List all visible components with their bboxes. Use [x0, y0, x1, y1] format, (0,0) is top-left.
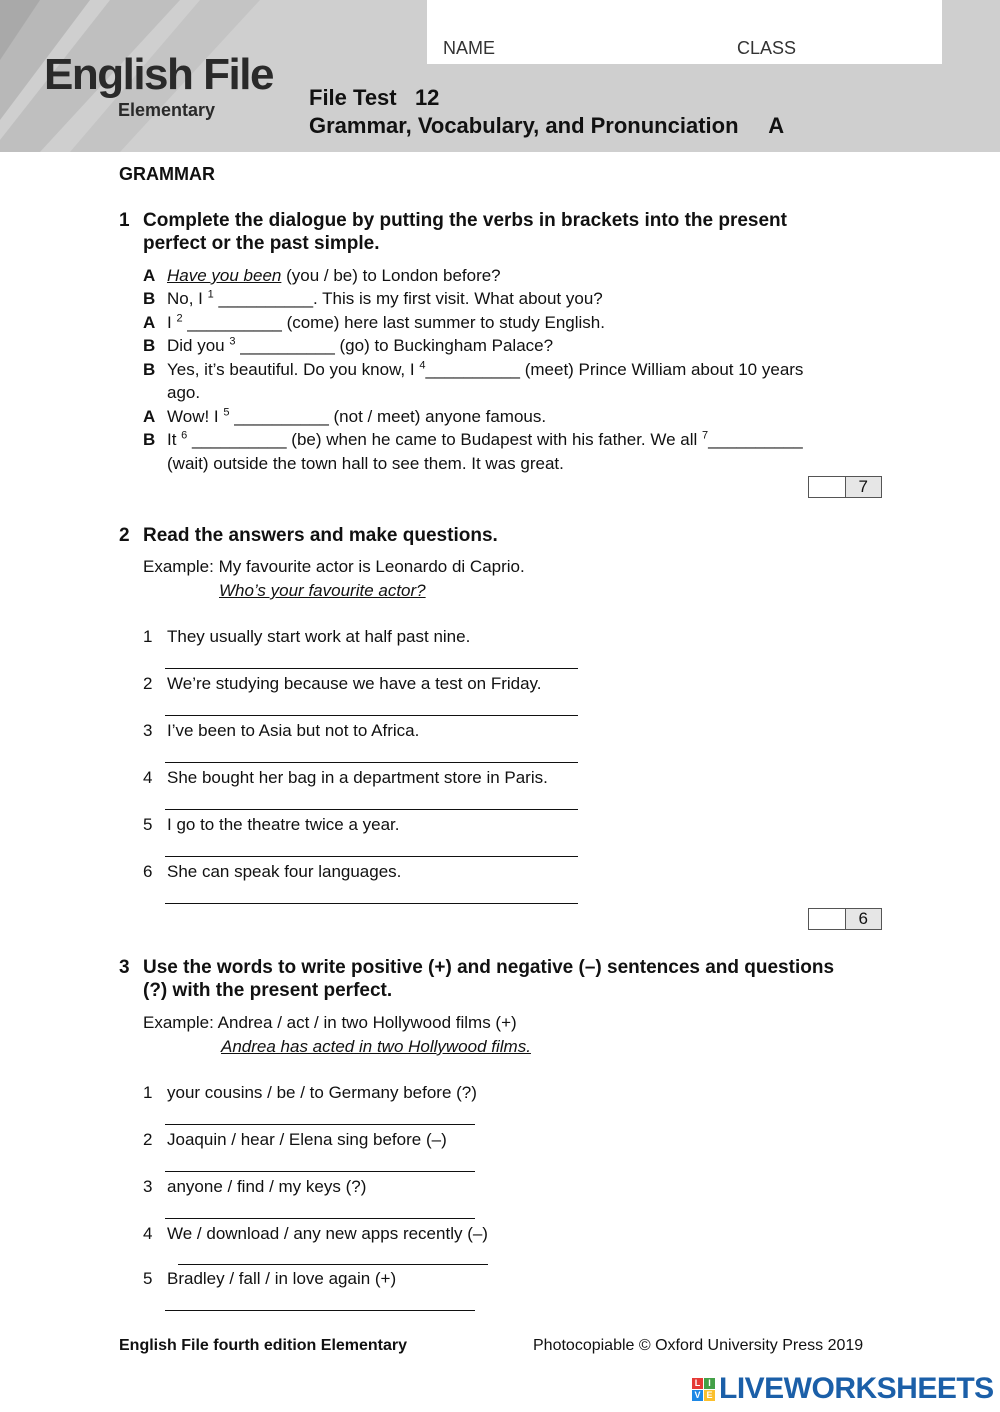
dialogue-line: A I $^2$ __________ (come) here last summer to study English. [143, 312, 605, 332]
answer-line[interactable] [165, 1124, 475, 1125]
name-class-box[interactable] [427, 0, 942, 64]
q2-item-text: They usually start work at half past nine. [167, 627, 471, 646]
speaker-label: A [143, 313, 156, 332]
q1-instruction-line1: Complete the dialogue by putting the verbs in brackets into the present [143, 210, 787, 231]
q2-item-text: We’re studying because we have a test on Friday. [167, 674, 542, 693]
q3-item-text: anyone / find / my keys (?) [167, 1177, 367, 1196]
q2-item-number: 2 [143, 674, 153, 693]
q2-item-number: 6 [143, 862, 153, 881]
speaker-label: B [143, 360, 156, 379]
answer-line[interactable] [165, 715, 578, 716]
q3-example: Example: Andrea / act / in two Hollywood films (+) [143, 1013, 517, 1032]
q3-item-number: 5 [143, 1269, 153, 1288]
q3-number: 3 [119, 957, 130, 978]
dialogue-line: B It $^6$ __________ (be) when he came to Budapest with his father. We all $^7$__________ [143, 429, 803, 449]
dialogue-line-continuation: ago. [167, 383, 201, 402]
answer-line[interactable] [165, 1310, 475, 1311]
q3-item-number: 4 [143, 1224, 153, 1243]
q1-instruction-line2: perfect or the past simple. [143, 233, 380, 254]
q3-example-answer: Andrea has acted in two Hollywood films. [221, 1037, 531, 1056]
score-input[interactable] [809, 477, 846, 497]
answer-line[interactable] [165, 668, 578, 669]
score-box-q2[interactable] [808, 908, 882, 930]
answer-gap-1[interactable]: __________. This is my first visit. What about you? [213, 289, 603, 308]
logo-subtitle: Elementary [118, 100, 216, 120]
liveworksheets-text: LIVEWORKSHEETS [719, 1372, 994, 1405]
q3-item-number: 1 [143, 1083, 153, 1102]
footer-copyright: Photocopiable © Oxford University Press 2019 [533, 1337, 864, 1354]
dialogue-line: B Did you $^3$ __________ (go) to Buckingham Palace? [143, 335, 554, 355]
answer-line[interactable] [165, 762, 578, 763]
speaker-label: B [143, 289, 156, 308]
q3-item-text: Bradley / fall / in love again (+) [167, 1269, 397, 1288]
dialogue-line: B No, I $^1$ __________. This is my first visit. What about you? [143, 288, 603, 308]
answer-line[interactable] [165, 1218, 475, 1219]
dialogue-line: A Wow! I $^5$ __________ (not / meet) anyone famous. [143, 406, 547, 426]
answer-gap-6[interactable]: __________ (be) when he came to Budapest with his father. We all [187, 430, 703, 449]
q2-item-number: 3 [143, 721, 153, 740]
q3-item-text: Joaquin / hear / Elena sing before (–) [167, 1130, 447, 1149]
q2-item-text: I go to the theatre twice a year. [167, 815, 400, 834]
score-box-q1[interactable] [808, 476, 882, 498]
answer-gap-7[interactable]: __________ [708, 430, 803, 449]
q2-example-answer: Who’s your favourite actor? [219, 581, 426, 600]
dialogue-line: A Have you been (you / be) to London before? [143, 266, 501, 285]
class-label: CLASS [737, 38, 797, 58]
q3-item-text: your cousins / be / to Germany before (?) [167, 1083, 477, 1102]
test-title: File Test 12 [309, 85, 440, 110]
liveworksheets-icon: L I V E [692, 1378, 715, 1401]
q2-instruction: Read the answers and make questions. [143, 525, 498, 546]
score-total: 6 [846, 909, 882, 929]
speaker-label: A [143, 266, 156, 285]
answer-line[interactable] [178, 1264, 488, 1265]
speaker-label: A [143, 407, 156, 426]
answer-gap-5[interactable]: __________ (not / meet) anyone famous. [229, 407, 547, 426]
speaker-label: B [143, 430, 156, 449]
q2-item-text: She bought her bag in a department store in Paris. [167, 768, 548, 787]
footer-edition: English File fourth edition Elementary [119, 1337, 408, 1354]
q3-item-number: 3 [143, 1177, 153, 1196]
q3-instruction-line2: (?) with the present perfect. [143, 980, 393, 1001]
answer-gap-3[interactable]: __________ (go) to Buckingham Palace? [235, 336, 554, 355]
q3-instruction-line1: Use the words to write positive (+) and negative (–) sentences and questions [143, 957, 835, 978]
q2-example: Example: My favourite actor is Leonardo di Caprio. [143, 557, 525, 576]
name-label: NAME [443, 38, 496, 58]
speaker-label: B [143, 336, 156, 355]
q1-number: 1 [119, 210, 130, 231]
example-answer: Have you been [167, 266, 282, 285]
score-total: 7 [846, 477, 882, 497]
q2-item-text: She can speak four languages. [167, 862, 402, 881]
q2-item-number: 1 [143, 627, 153, 646]
q2-number: 2 [119, 525, 130, 546]
section-title: GRAMMAR [119, 164, 215, 184]
header-band [0, 0, 1000, 152]
q2-item-text: I’ve been to Asia but not to Africa. [167, 721, 420, 740]
answer-line[interactable] [165, 856, 578, 857]
dialogue-line-continuation: (wait) outside the town hall to see them. It was great. [167, 454, 564, 473]
test-subtitle: Grammar, Vocabulary, and Pronunciation A [309, 113, 785, 138]
answer-gap-4[interactable]: __________ (meet) Prince William about 10 years [425, 360, 804, 379]
answer-gap-2[interactable]: __________ (come) here last summer to study English. [182, 313, 605, 332]
score-input[interactable] [809, 909, 846, 929]
answer-line[interactable] [165, 903, 578, 904]
dialogue-line: B Yes, it’s beautiful. Do you know, I $^4$__________ (meet) Prince William about 10 years [143, 359, 804, 379]
q3-item-number: 2 [143, 1130, 153, 1149]
q3-item-text: We / download / any new apps recently (–) [167, 1224, 488, 1243]
answer-line[interactable] [165, 809, 578, 810]
q2-item-number: 4 [143, 768, 153, 787]
q2-item-number: 5 [143, 815, 153, 834]
logo-title: English File [44, 50, 273, 99]
liveworksheets-logo [692, 1372, 994, 1406]
answer-line[interactable] [165, 1171, 475, 1172]
